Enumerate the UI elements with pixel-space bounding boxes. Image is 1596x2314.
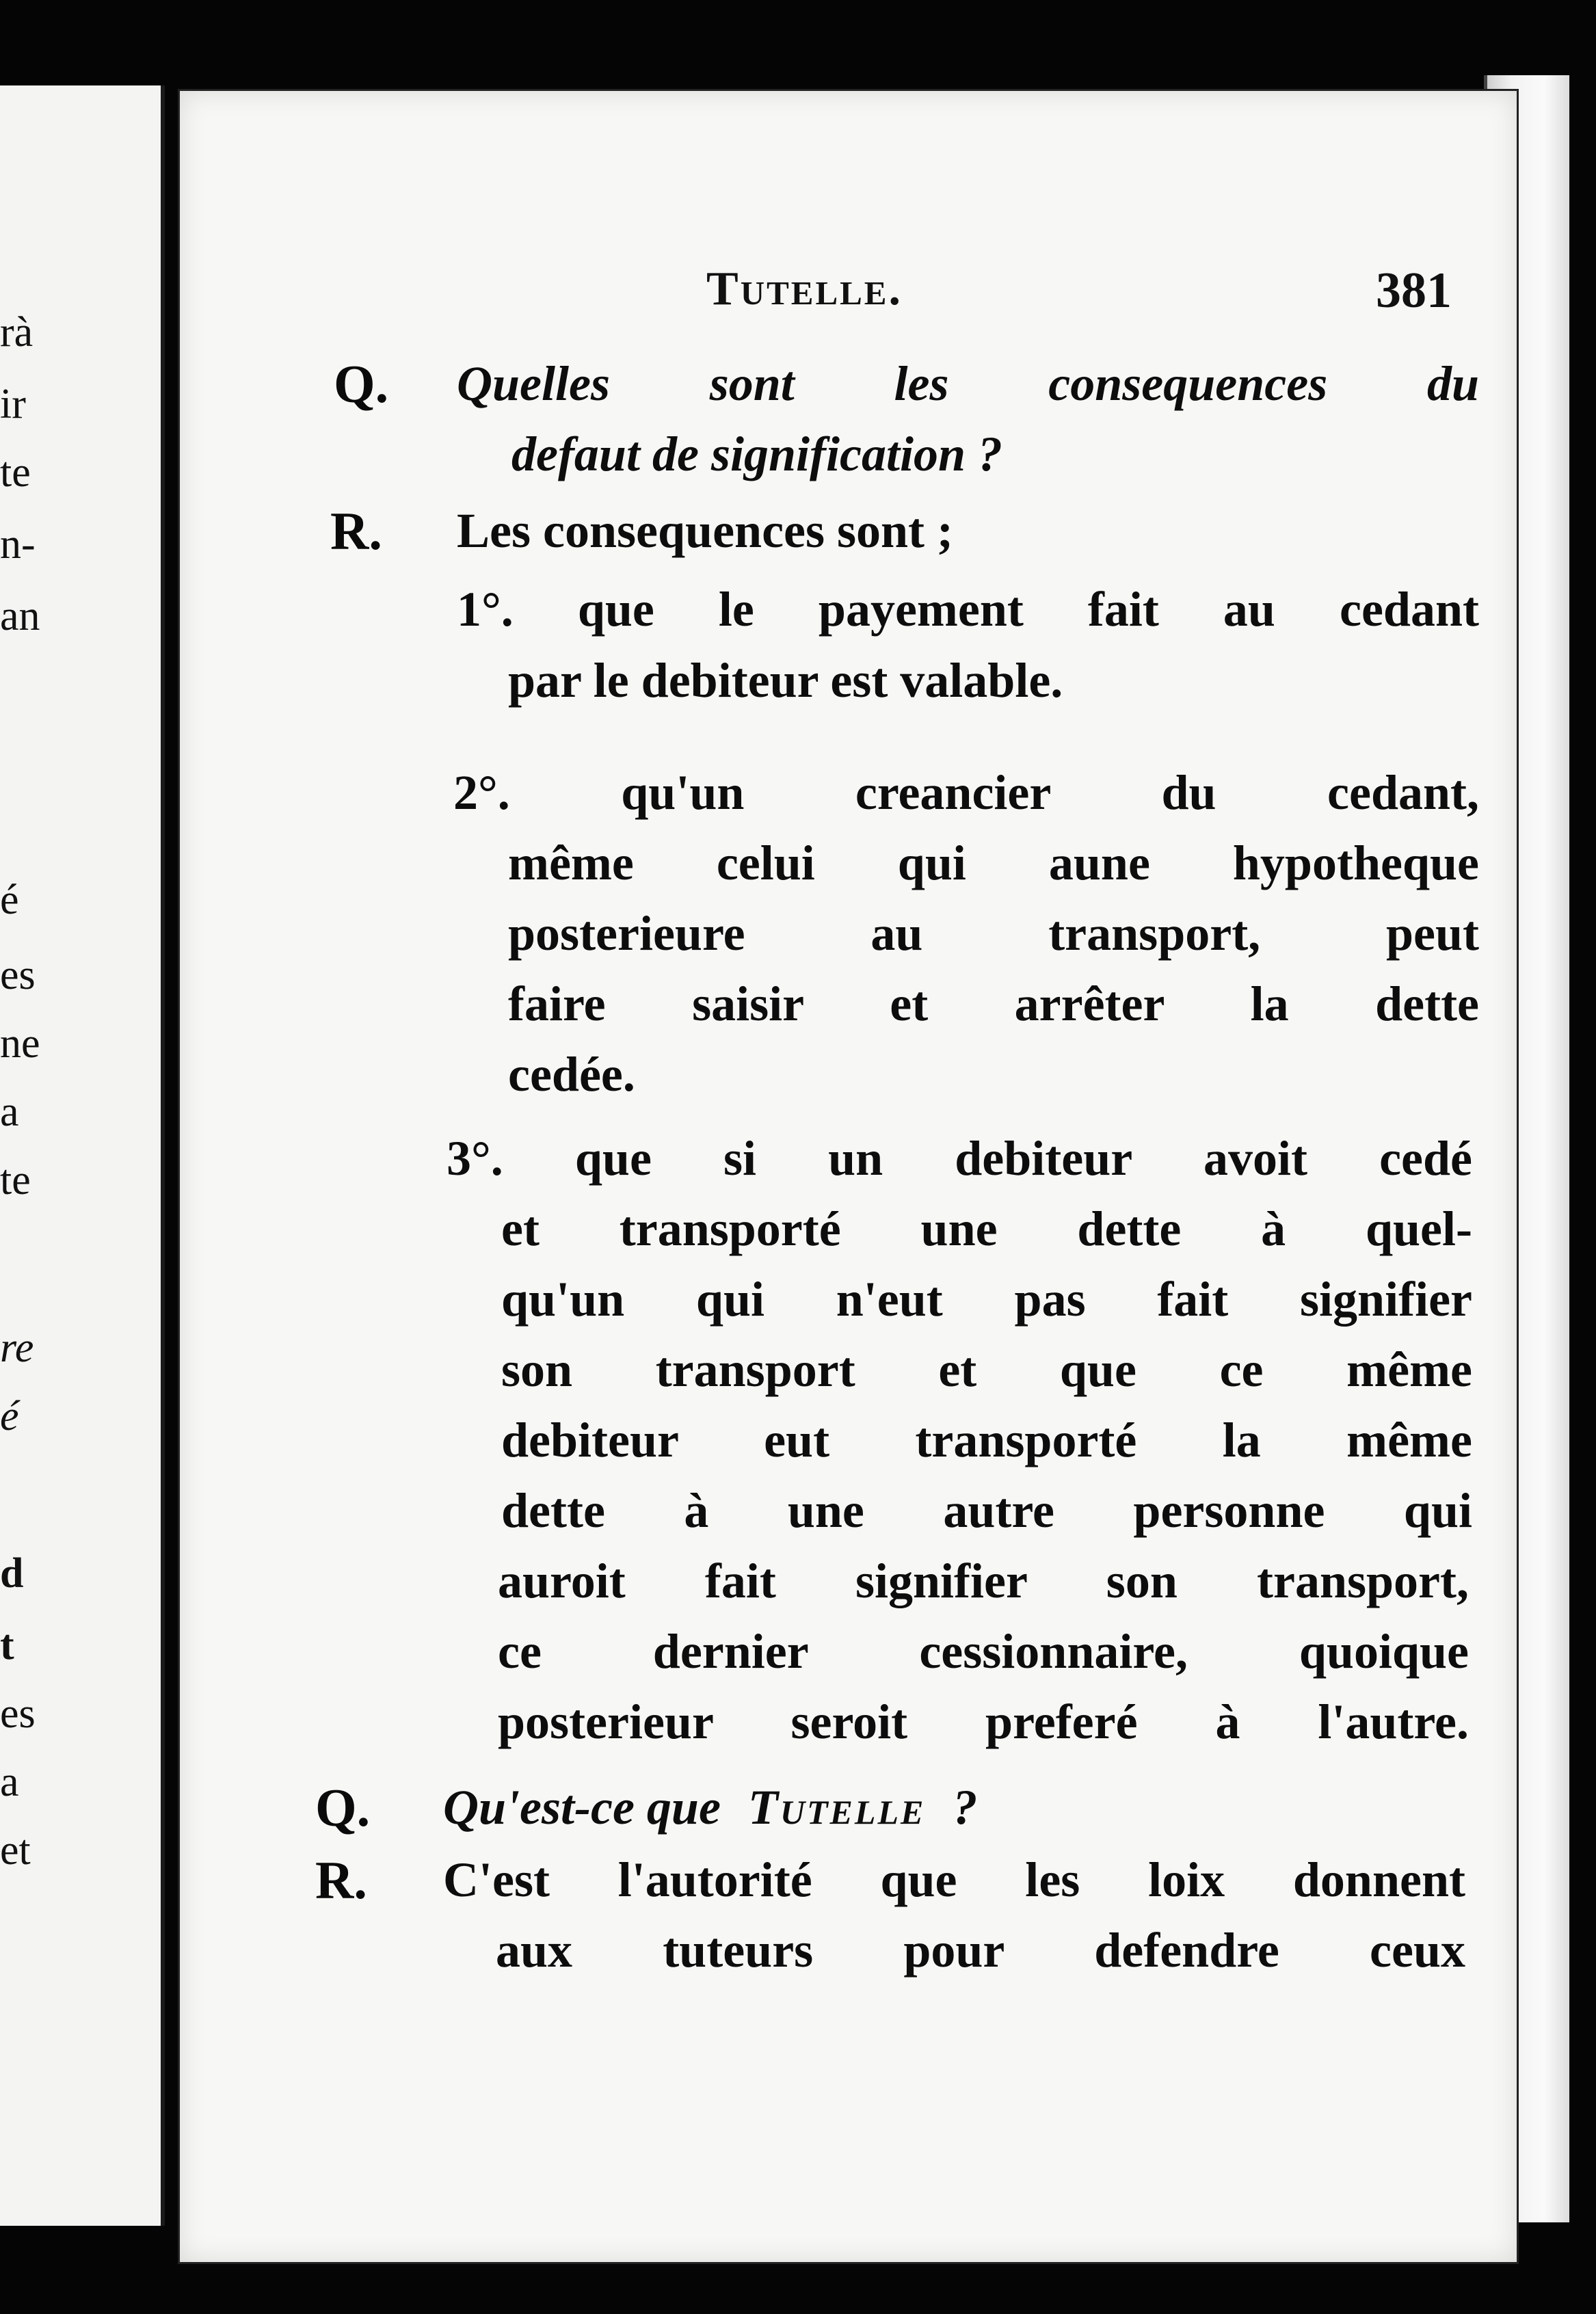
left-fragment: es [0, 1690, 36, 1737]
answer-text: posterieur seroit preferé à l'autre. [498, 1694, 1469, 1749]
left-fragment: te [0, 449, 31, 496]
answer-text: faire saisir et arrêter la dette [508, 976, 1479, 1031]
answer-text: C'est l'autorité que les loix donnent [443, 1852, 1465, 1907]
answer-text: son transport et que ce même [501, 1342, 1472, 1397]
book-page [178, 89, 1519, 2264]
answer-text: dette à une autre personne qui [501, 1483, 1472, 1538]
answer-text: qu'un qui n'eut pas fait signifier [501, 1272, 1472, 1327]
question-text: defaut de signification ? [511, 427, 1002, 481]
answer-text: cedée. [508, 1047, 635, 1102]
question-mark: ? [953, 1780, 978, 1835]
question-marker: Q. [334, 354, 389, 414]
answer-text: par le debiteur est valable. [508, 653, 1063, 708]
left-fragment: a [0, 1089, 19, 1135]
answer-marker: R. [330, 501, 382, 561]
answer-text: 2°. qu'un creancier du cedant, [453, 765, 1479, 820]
left-fragment: t [0, 1622, 14, 1668]
left-fragment: d [0, 1550, 24, 1597]
answer-text: ce dernier cessionnaire, quoique [498, 1624, 1469, 1679]
running-head: Tutelle. [706, 263, 903, 315]
page-number: 381 [1376, 263, 1452, 319]
left-fragment: é [0, 1393, 19, 1439]
question-term: Tutelle [747, 1780, 926, 1835]
left-fragment: ir [0, 381, 26, 427]
question-text-part: Qu'est-ce que [443, 1780, 721, 1835]
left-page-edge [0, 85, 165, 2226]
left-fragment: es [0, 952, 36, 998]
answer-text: auroit fait signifier son transport, [498, 1554, 1469, 1608]
answer-text: Les consequences sont ; [457, 503, 954, 558]
question-text [443, 1780, 978, 1835]
left-fragment: n- [0, 521, 36, 568]
answer-text: debiteur eut transporté la même [501, 1413, 1472, 1467]
question-marker: Q. [315, 1778, 371, 1837]
question-text: Quelles sont les consequences du [457, 356, 1479, 411]
answer-text: aux tuteurs pour defendre ceux [496, 1923, 1465, 1978]
left-fragment: é [0, 877, 19, 923]
left-fragment: a [0, 1759, 19, 1805]
answer-text: 3°. que si un debiteur avoit cedé [447, 1131, 1472, 1186]
left-fragment: an [0, 593, 40, 639]
answer-text: posterieure au transport, peut [508, 906, 1479, 961]
left-fragment: et [0, 1827, 31, 1874]
left-fragment: te [0, 1157, 31, 1203]
answer-text: même celui qui aune hypotheque [508, 836, 1479, 890]
left-fragment: ne [0, 1020, 40, 1067]
answer-text: 1°. que le payement fait au cedant [457, 582, 1479, 637]
answer-marker: R. [315, 1850, 367, 1910]
answer-text: et transporté une dette à quel- [501, 1201, 1472, 1256]
left-fragment: re [0, 1325, 34, 1371]
left-fragment: rà [0, 309, 34, 356]
